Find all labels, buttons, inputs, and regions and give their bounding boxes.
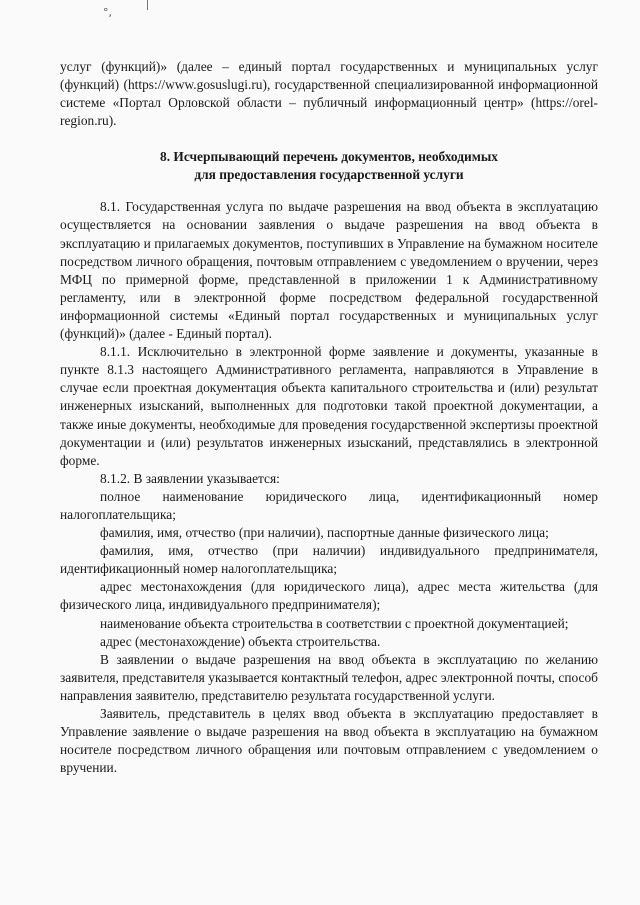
list-item: фамилия, имя, отчество (при наличии), паспортные данные физического лица; [100,525,549,541]
paragraph-applicant: Заявитель, представитель в целях ввод объекта в эксплуатацию предоставляет в Управление заявление о выдаче разрешения на ввод объекта в эксплуатацию на бумажном носителе посредством личного обращения или почтовым отправлением с уведомлением о вручении. [60,706,598,776]
list-item: адрес (местонахождение) объекта строительства. [100,633,381,649]
list-item: адрес местонахождения (для юридического лица), адрес места жительства (для физического лица, индивидуального предпринимателя); [60,579,598,613]
section-title-line-1: 8. Исчерпывающий перечень документов, необходимых [160,149,498,165]
paragraph-continuation: услуг (функций)» (далее – единый портал государственных и муниципальных услуг (функций) (https://www.gosuslugi.ru), государственной специализированной информационной системе «Портал Орловской области – публичный информационный центр» (https://orel-region.ru). [60,59,598,129]
list-item: фамилия, имя, отчество (при наличии) индивидуального предпринимателя, идентификационный номер налогоплательщика; [60,543,598,577]
paragraph-8-1-1: 8.1.1. Исключительно в электронной форме заявление и документы, указанные в пункте 8.1.3 настоящего Административного регламента, направляются в Управление в случае если проектная документация объекта капитального строительства и (или) результат инженерных изысканий, выполненных для подготовки такой проектной документации, а также иные документы, необходимые для проведения государственной экспертизы проектной документации и (или) результатов инженерных изысканий, представлялись в электронной форме. [60,344,598,468]
list-item: наименование объекта строительства в соответствии с проектной документацией; [100,615,569,631]
scan-artifact-bar [147,0,148,10]
paragraph-contact-info: В заявлении о выдаче разрешения на ввод объекта в эксплуатацию по желанию заявителя, представителя указывается контактный телефон, адрес электронной почты, способ направления заявителю, представителю результата государственной услуги. [60,651,598,703]
paragraph-8-1-2: 8.1.2. В заявлении указывается: [100,470,280,486]
document-page [60,58,598,777]
scan-artifact: °, [103,6,112,19]
section-title [60,148,598,184]
section-title-line-2: для предоставления государственной услуги [194,167,464,183]
list-item: полное наименование юридического лица, идентификационный номер налогоплательщика; [60,488,598,522]
paragraph-8-1: 8.1. Государственная услуга по выдаче разрешения на ввод объекта в эксплуатацию осуществляется на основании заявления о выдаче разрешения на ввод объекта в эксплуатацию и прилагаемых документов, поступивших в Управление на бумажном носителе посредством личного обращения, почтовым отправлением с уведомлением о вручении, через МФЦ по примерной форме, представленной в приложении 1 к Административному регламенту, или в электронной форме посредством федеральной государственной информационной системы «Единый портал государственных и муниципальных услуг (функций)» (далее - Единый портал). [60,199,598,342]
